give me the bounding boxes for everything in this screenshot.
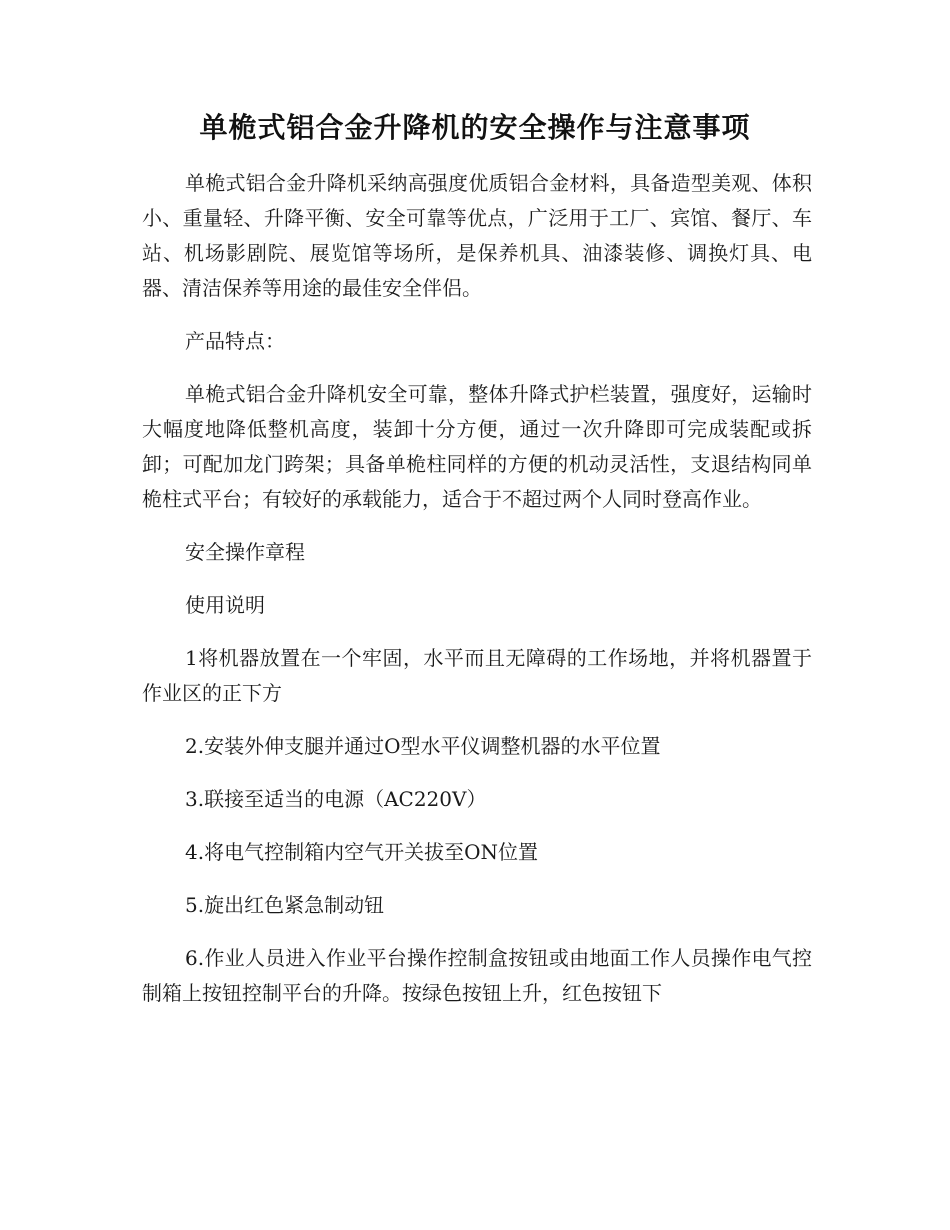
document-body [142, 166, 812, 1029]
paragraph-step-4: 4.将电气控制箱内空气开关拔至ON位置 [185, 840, 538, 864]
paragraph-step-3: 3.联接至适当的电源（AC220V） [185, 787, 487, 811]
paragraph-usage-heading: 使用说明 [185, 593, 265, 617]
paragraph-step-6: 6.作业人员进入作业平台操作控制盒按钮或由地面工作人员操作电气控制箱上按钮控制平台的升降。按绿色按钮上升，红色按钮下 [142, 946, 812, 1005]
paragraph-features: 单桅式铝合金升降机安全可靠，整体升降式护栏装置，强度好，运输时大幅度地降低整机高度，装卸十分方便，通过一次升降即可完成装配或拆卸；可配加龙门跨架；具备单桅柱同样的方便的机动灵活性，支退结构同单桅柱式平台；有较好的承载能力，适合于不超过两个人同时登高作业。 [142, 382, 812, 511]
paragraph-safety-heading: 安全操作章程 [185, 540, 305, 564]
paragraph-step-1: 1将机器放置在一个牢固，水平而且无障碍的工作场地，并将机器置于作业区的正下方 [142, 646, 812, 705]
page-title: 单桅式铝合金升降机的安全操作与注意事项 [199, 111, 751, 144]
paragraph-intro: 单桅式铝合金升降机采纳高强度优质铝合金材料，具备造型美观、体积小、重量轻、升降平衡、安全可靠等优点，广泛用于工厂、宾馆、餐厅、车站、机场影剧院、展览馆等场所，是保养机具、油漆装修、调换灯具、电器、清洁保养等用途的最佳安全伴侣。 [142, 171, 812, 300]
paragraph-step-2: 2.安装外伸支腿并通过O型水平仪调整机器的水平位置 [185, 734, 661, 758]
paragraph-features-heading: 产品特点： [185, 329, 285, 353]
paragraph-step-5: 5.旋出红色紧急制动钮 [185, 893, 385, 917]
